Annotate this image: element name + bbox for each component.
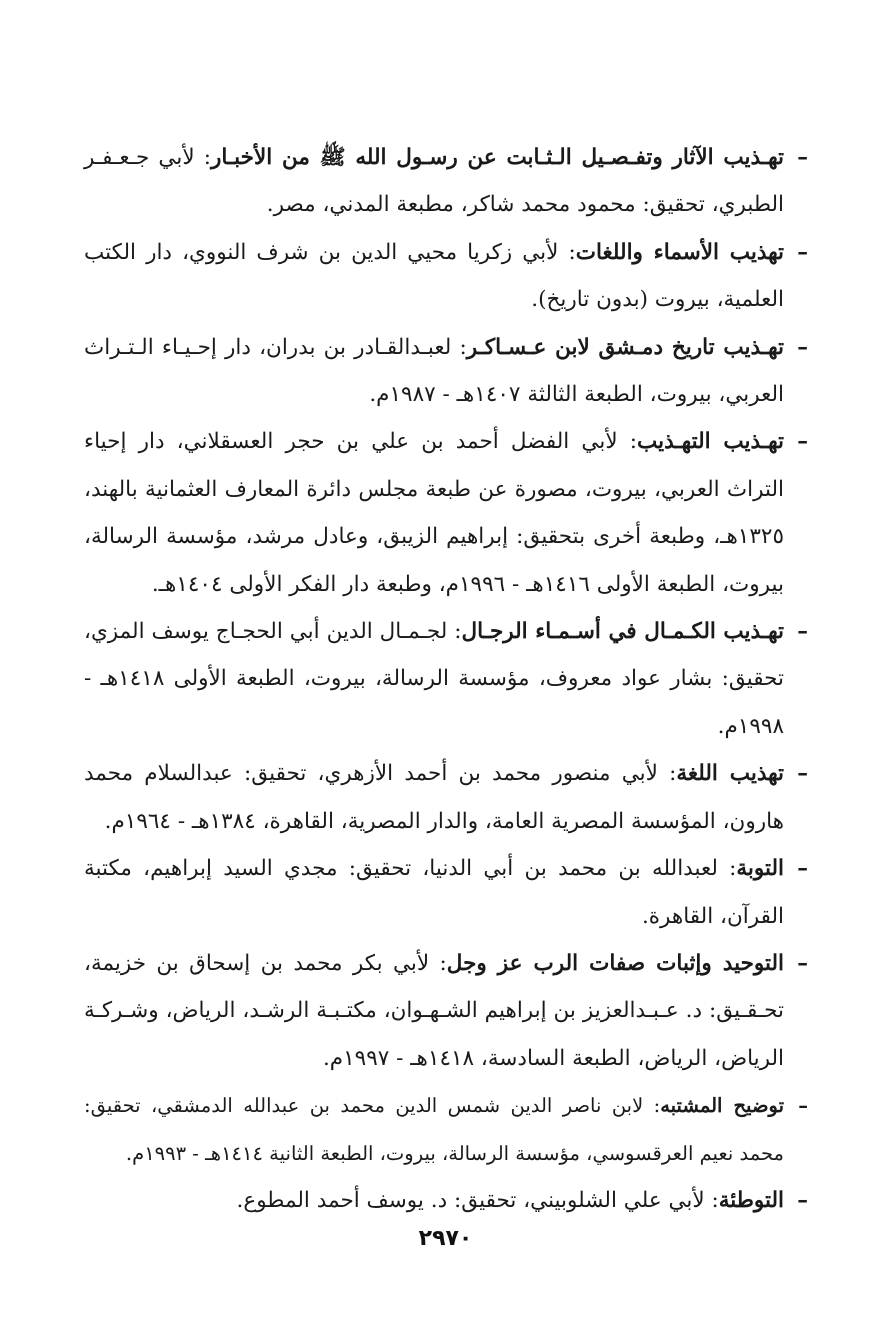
entry-title: التوحيد وإثبات صفات الرب عز وجل [446,950,784,976]
bibliography-entry [84,324,808,419]
entry-dash: – [797,429,808,455]
entry-dash: – [798,1094,808,1118]
entry-title: تهـذيب الآثار وتفـصـيل الـثـابت عن رسـول الله ﷺ من الأخبـار [210,145,784,170]
entry-title: تهذيب اللغة [676,761,784,787]
entry-title: تهـذيب الكـمـال في أسـمـاء الرجـال [461,619,784,645]
entry-text: : لأبي زكريا محيي الدين بن شرف النووي، دار الكتب العلمية، بيروت (بدون تاريخ). [84,239,784,313]
entry-dash: – [797,334,808,360]
bibliography-entry [84,1082,808,1177]
entry-dash: – [797,619,808,645]
bibliography-entry [84,418,808,608]
entry-text: : لجـمـال الدين أبي الحجـاج يوسف المزي، تحقيق: بشار عواد معروف، مؤسسة الرسالة، بيروت، الطبعة الأولى ١٤١٨هـ - ١٩٩٨م. [84,619,784,739]
bibliography-entry [84,229,808,324]
entry-title: تهـذيب تاريخ دمـشق لابن عـسـاكـر [466,334,784,360]
entry-text: : لأبي جـعـفـر الطبري، تحقيق: محمود محمد شاكر، مطبعة المدني، مصر. [84,145,784,218]
bibliography-entry [84,1177,808,1224]
entry-text: : لعبدالله بن محمد بن أبي الدنيا، تحقيق: مجدي السيد إبراهيم، مكتبة القرآن، القاهرة. [84,856,784,929]
entry-title: توضيح المشتبه [660,1094,784,1118]
entry-text: : لأبي علي الشلوبيني، تحقيق: د. يوسف أحمد المطوع. [236,1187,719,1213]
entry-dash: – [797,856,808,882]
page-number: ٢٩٧٠ [418,1226,473,1251]
bibliography-page [84,134,808,1224]
bibliography-entry [84,940,808,1082]
bibliography-entry [84,750,808,845]
entry-text: : لابن ناصر الدين شمس الدين محمد بن عبدالله الدمشقي، تحقيق: محمد نعيم العرقسوسي، مؤسسة الرسالة، بيروت، الطبعة الثانية ١٤١٤هـ - ١٩٩٣م. [84,1094,784,1165]
entry-text: : لعبـدالقـادر بن بدران، دار إحـيـاء الـتـراث العربي، بيروت، الطبعة الثالثة ١٤٠٧هـ - ١٩٨٧م. [84,334,784,408]
bibliography-entry [84,134,808,229]
bibliography-entry [84,845,808,940]
bibliography-entry [84,608,808,750]
entry-title: التوطئة [718,1187,784,1213]
entry-dash: – [797,761,808,787]
entry-title: التوبة [736,856,784,882]
entry-title: تهـذيب التهـذيب [637,429,784,455]
entry-dash: – [797,239,808,265]
entry-dash: – [797,950,808,976]
entry-dash: – [797,1187,808,1213]
entry-text: : لأبي بكر محمد بن إسحاق بن خزيمة، تحـقـيق: د. عـبـدالعزيز بن إبراهيم الشـهـوان، مكتـبـة الرشـد، الرياض، وشـركـة الرياض، الرياض، الطبعة السادسة، ١٤١٨هـ - ١٩٩٧م. [84,950,784,1071]
entry-text: : لأبي الفضل أحمد بن علي بن حجر العسقلاني، دار إحياء التراث العربي، بيروت، مصورة عن طبعة مجلس دائرة المعارف العثمانية بالهند، ١٣٢٥هـ، وطبعة أخرى بتحقيق: إبراهيم الزيبق، وعادل مرشد، مؤسسة الرسالة، بيروت، الطبعة الأولى ١٤١٦هـ - ١٩٩٦م، وطبعة دار الفكر الأولى ١٤٠٤هـ. [84,429,784,597]
entry-text: : لأبي منصور محمد بن أحمد الأزهري، تحقيق: عبدالسلام محمد هارون، المؤسسة المصرية العامة، والدار المصرية، القاهرة، ١٣٨٤هـ - ١٩٦٤م. [84,761,784,834]
entry-dash: – [797,145,808,170]
entry-title: تهذيب الأسماء واللغات [575,239,784,265]
